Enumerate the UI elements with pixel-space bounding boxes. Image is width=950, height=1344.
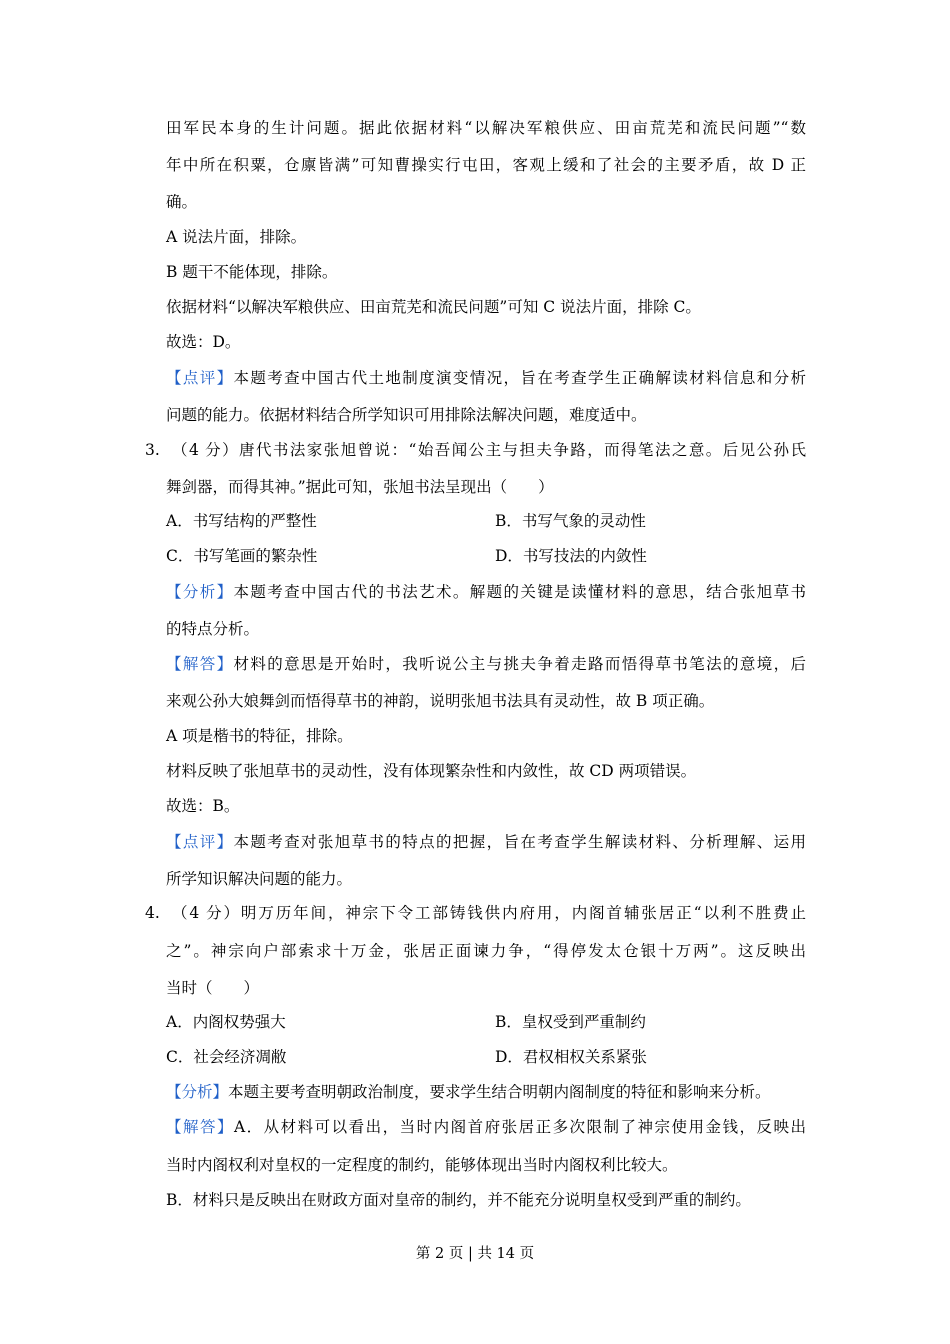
question-stem: （4 分）明万历年间，神宗下令工部铸钱供内府用，内阁首辅张居正“以利不胜费止 bbox=[172, 904, 806, 922]
text-line: 确。 bbox=[166, 193, 198, 211]
answer-text: 材料的意思是开始时，我听说公主与挑夫争着走路而悟得草书笔法的意境，后 bbox=[233, 655, 806, 673]
question-stem: 之”。神宗向户部索求十万金，张居正面谏力争，“得停发太仓银十万两”。这反映出 bbox=[166, 942, 806, 960]
text-line: 材料反映了张旭草书的灵动性，没有体现繁杂性和内敛性，故 CD 两项错误。 bbox=[166, 762, 697, 780]
option-a: A．书写结构的严整性 bbox=[166, 512, 317, 530]
answer-line bbox=[166, 1116, 806, 1138]
analysis-text: 本题主要考查明朝政治制度，要求学生结合明朝内阁制度的特征和影响来分析。 bbox=[228, 1083, 771, 1101]
analysis-label: 【分析】 bbox=[166, 1083, 229, 1101]
option-d: D．书写技法的内敛性 bbox=[495, 547, 647, 565]
text-line: 依据材料“以解决军粮供应、田亩荒芜和流民问题”可知 C 说法片面，排除 C。 bbox=[166, 298, 701, 316]
text-line: 所学知识解决问题的能力。 bbox=[166, 870, 353, 888]
answer-label: 【解答】 bbox=[166, 1118, 234, 1136]
comment-text: 本题考查对张旭草书的特点的把握，旨在考查学生解读材料、分析理解、运用 bbox=[233, 833, 806, 851]
analysis-text: 本题考查中国古代的书法艺术。解题的关键是读懂材料的意思，结合张旭草书 bbox=[233, 583, 806, 601]
question-stem: 当时（ ） bbox=[166, 979, 260, 997]
answer-line bbox=[166, 653, 806, 675]
comment-text: 本题考查中国古代土地制度演变情况，旨在考查学生正确解读材料信息和分析 bbox=[233, 369, 806, 387]
question-stem: 舞剑器，而得其神。”据此可知，张旭书法呈现出（ ） bbox=[166, 478, 554, 496]
comment-line bbox=[166, 831, 806, 853]
text-line: 当时内阁权利对皇权的一定程度的制约，能够体现出当时内阁权利比较大。 bbox=[166, 1156, 678, 1174]
option-a: A．内阁权势强大 bbox=[166, 1013, 286, 1031]
text-line: 故选：B。 bbox=[166, 797, 240, 815]
question-stem: （4 分）唐代书法家张旭曾说：“始吾闻公主与担夫争路，而得笔法之意。后见公孙氏 bbox=[172, 441, 806, 459]
analysis-line bbox=[166, 1081, 816, 1103]
text-line: 来观公孙大娘舞剑而悟得草书的神韵，说明张旭书法具有灵动性，故 B 项正确。 bbox=[166, 692, 715, 710]
text-line: 年中所在积粟，仓廪皆满”可知曹操实行屯田，客观上缓和了社会的主要矛盾，故 D 正 bbox=[166, 156, 806, 174]
option-b: B．书写气象的灵动性 bbox=[495, 512, 646, 530]
text-line: B 题干不能体现，排除。 bbox=[166, 263, 338, 281]
comment-label: 【点评】 bbox=[166, 369, 234, 387]
question-number: 3. bbox=[145, 441, 160, 459]
comment-label: 【点评】 bbox=[166, 833, 234, 851]
text-line: B．材料只是反映出在财政方面对皇帝的制约，并不能充分说明皇权受到严重的制约。 bbox=[166, 1191, 751, 1209]
text-line: 故选：D。 bbox=[166, 333, 241, 351]
analysis-line bbox=[166, 581, 806, 603]
text-line: A 项是楷书的特征，排除。 bbox=[166, 727, 353, 745]
page-footer: 第 2 页 | 共 14 页 bbox=[415, 1246, 535, 1262]
answer-label: 【解答】 bbox=[166, 655, 234, 673]
analysis-label: 【分析】 bbox=[166, 583, 234, 601]
option-c: C．社会经济凋敝 bbox=[166, 1048, 287, 1066]
question-number: 4. bbox=[145, 904, 160, 922]
text-line: 的特点分析。 bbox=[166, 620, 260, 638]
text-line: A 说法片面，排除。 bbox=[166, 228, 307, 246]
answer-text: A．从材料可以看出，当时内阁首府张居正多次限制了神宗使用金钱，反映出 bbox=[233, 1118, 806, 1136]
option-c: C．书写笔画的繁杂性 bbox=[166, 547, 318, 565]
option-d: D．君权相权关系紧张 bbox=[495, 1048, 647, 1066]
option-b: B．皇权受到严重制约 bbox=[495, 1013, 646, 1031]
text-line: 问题的能力。依据材料结合所学知识可用排除法解决问题，难度适中。 bbox=[166, 406, 647, 424]
comment-line bbox=[166, 367, 806, 389]
text-line: 田军民本身的生计问题。据此依据材料“以解决军粮供应、田亩荒芜和流民问题”“数 bbox=[166, 119, 806, 137]
